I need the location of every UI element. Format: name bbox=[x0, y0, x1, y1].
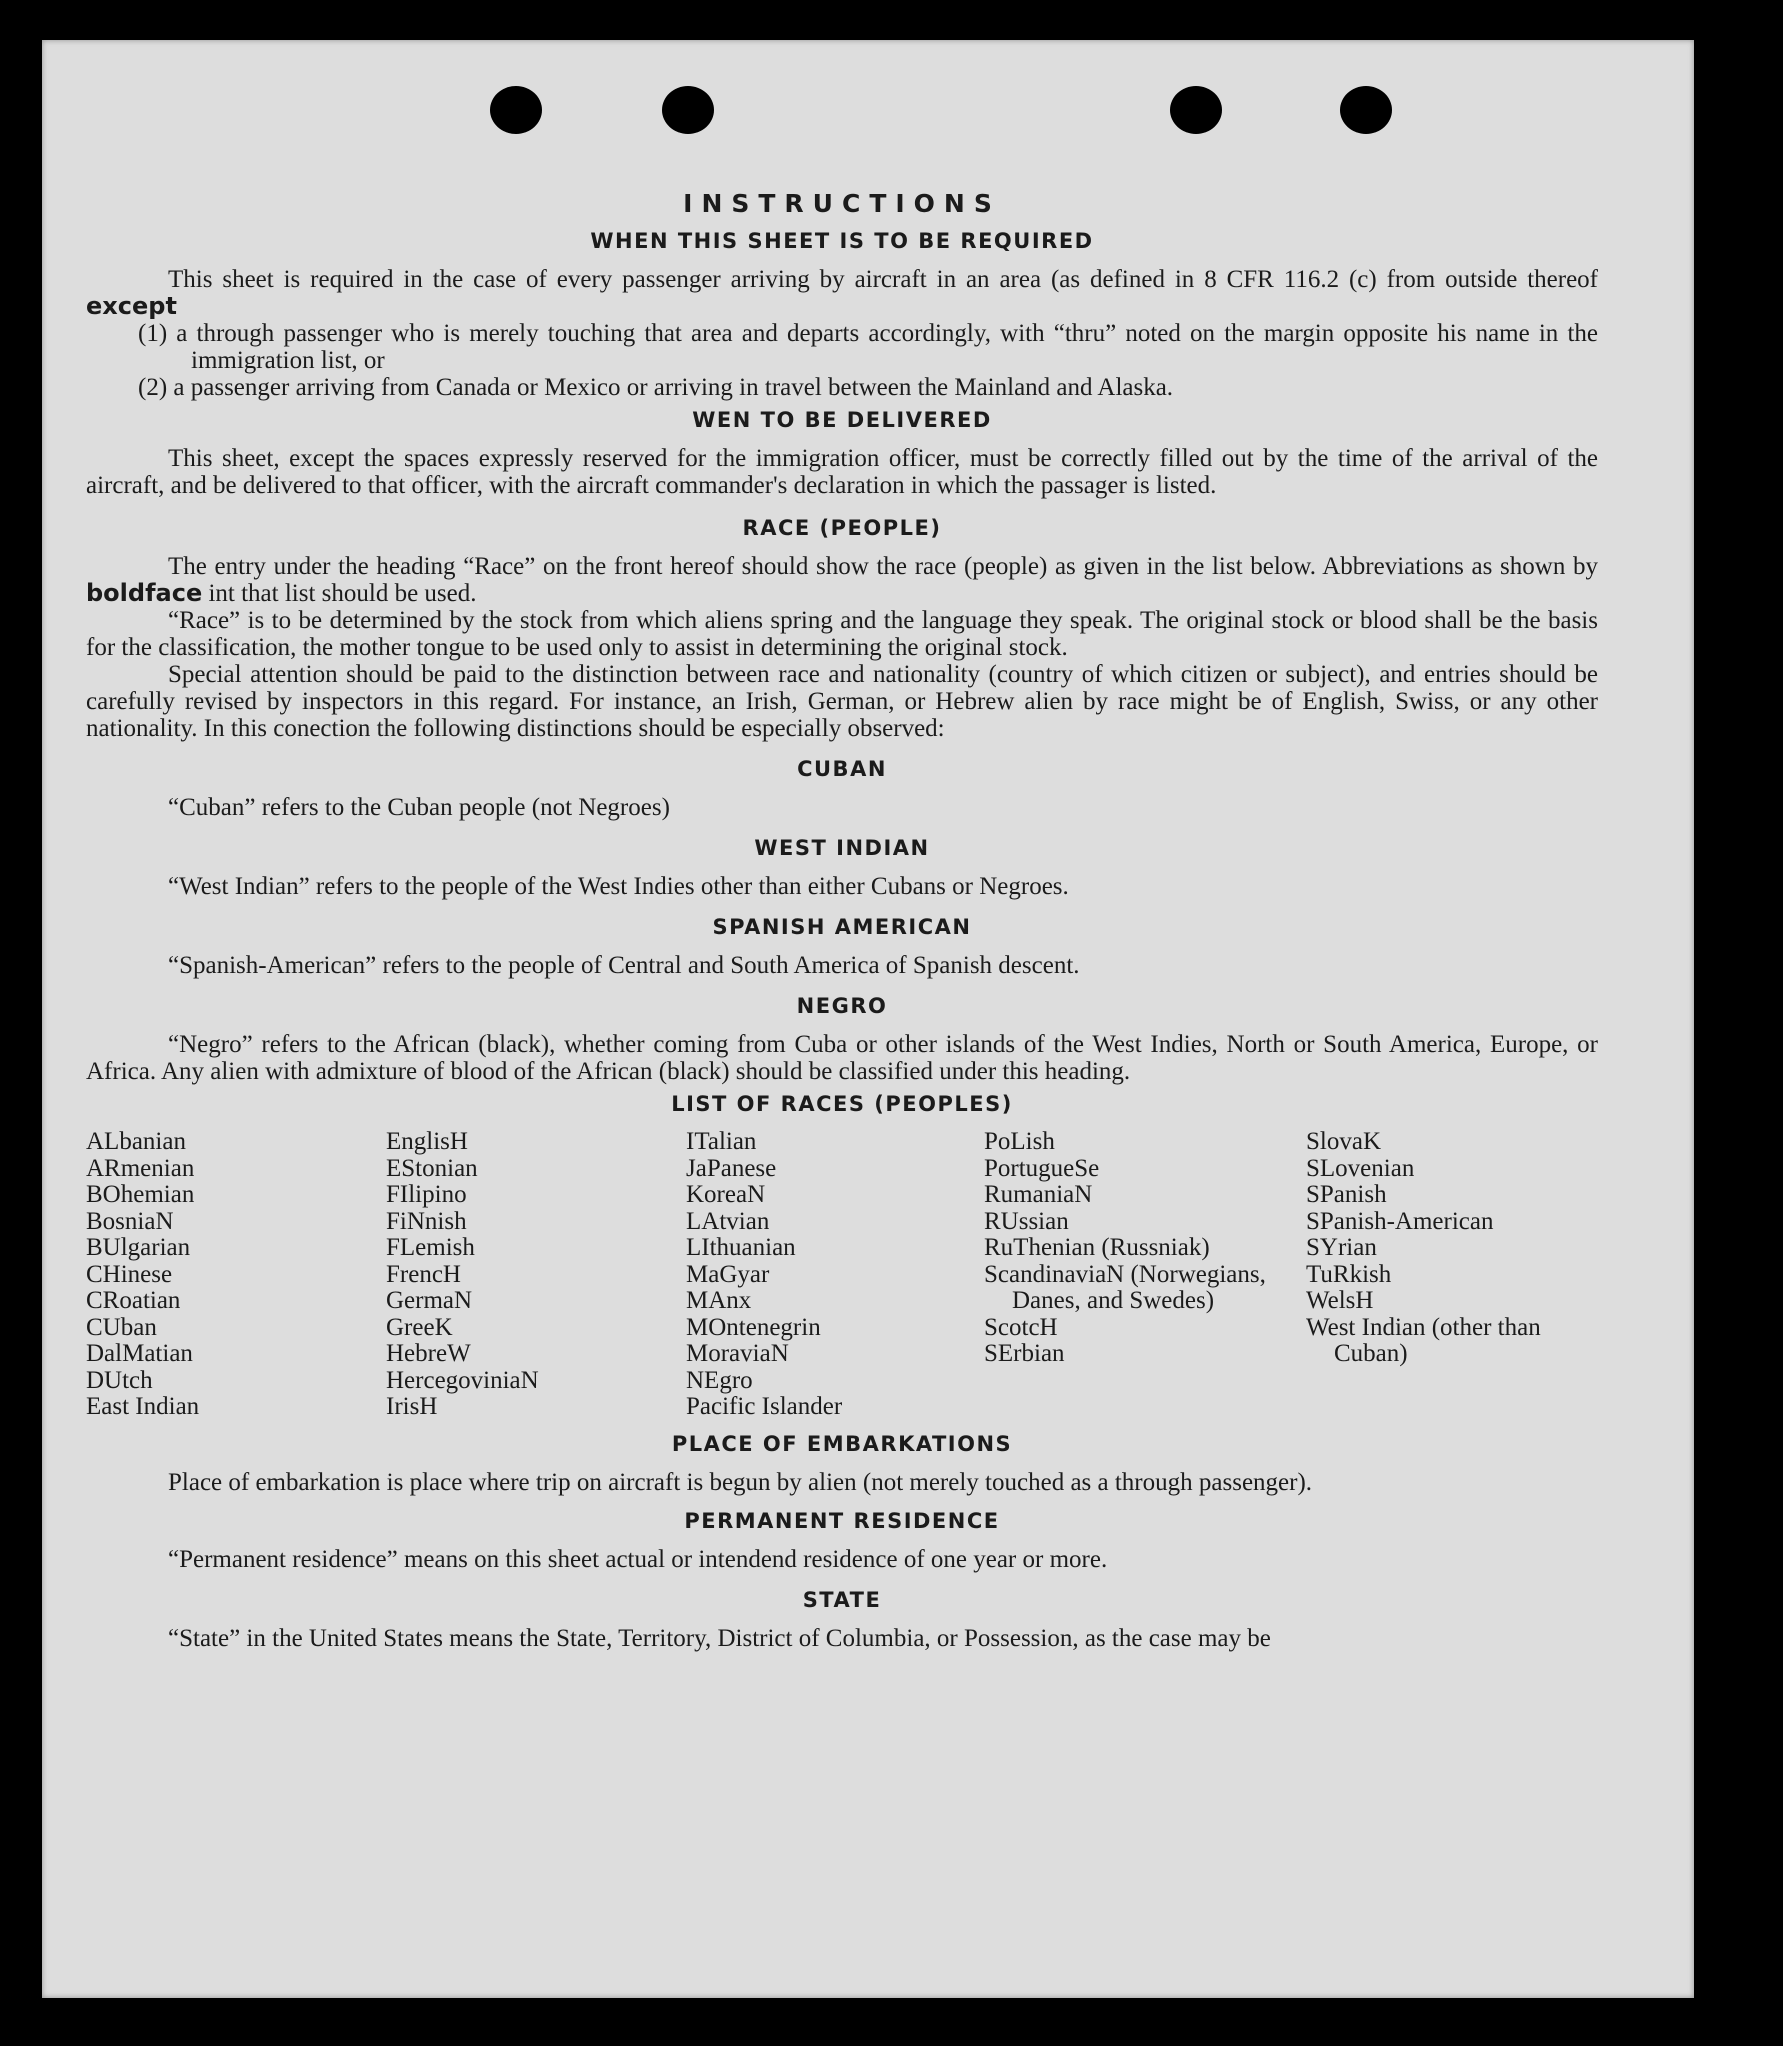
race-entry: SPanish bbox=[1306, 1181, 1387, 1208]
race-entry: NEgro bbox=[686, 1366, 753, 1394]
race-entry: GermaN bbox=[386, 1287, 473, 1314]
race-entry: MOntenegrin bbox=[686, 1313, 821, 1341]
negro-text: “Negro” refers to the African (black), whether coming from Cuba or other islands of the West Indies, North or South America, Europe, or Africa. Any alien with admixture of blood of the African (black) should be classified under this heading. bbox=[86, 1031, 1598, 1085]
race-entry: BOhemian bbox=[86, 1181, 195, 1208]
race-entry: JaPanese bbox=[686, 1154, 777, 1182]
race-paragraph-2: “Race” is to be determined by the stock from which aliens spring and the language they speak. The original stock or blood shall be the basis for the classification, the mother tongue to be used only to assist in determining the original stock. bbox=[86, 607, 1598, 661]
required-intro: This sheet is required in the case of every passenger arriving by aircraft in an area (as defined in 8 CFR 116.2 (c) from outside thereof except bbox=[86, 266, 1598, 320]
race-entry: IrisH bbox=[386, 1393, 438, 1420]
instructions-content bbox=[86, 190, 1598, 1652]
west-indian-text: “West Indian” refers to the people of the West Indies other than either Cubans or Negroes. bbox=[168, 873, 1069, 900]
race-paragraph-1: The entry under the heading “Race” on the front hereof should show the race (people) as given in the list below. Abbreviations as shown by boldface int that list should be used. bbox=[86, 553, 1598, 607]
race-entry: ARmenian bbox=[86, 1154, 195, 1182]
race-entry: CUban bbox=[86, 1313, 157, 1341]
race-entry: LIthuanian bbox=[686, 1234, 796, 1261]
page-title: INSTRUCTIONS bbox=[683, 189, 1001, 218]
race-paragraph-3: Special attention should be paid to the distinction between race and nationality (country of which citizen or subject), and entries should be carefully revised by inspectors in this regard. For instance, an Irish, German, or Hebrew alien by race might be of English, Swiss, or any other nationality. In this conection the following distinctions should be especially observed: bbox=[86, 661, 1598, 742]
race-entry: FiNnish bbox=[386, 1207, 467, 1235]
race-entry: ScandinaviaN (Norwegians, Danes, and Swedes) bbox=[984, 1260, 1266, 1314]
punch-hole bbox=[1170, 86, 1222, 134]
heading-cuban: CUBAN bbox=[797, 757, 887, 781]
heading-place-of-embarkation: PLACE OF EMBARKATIONS bbox=[671, 1431, 1013, 1456]
except-bold: except bbox=[86, 292, 177, 320]
heading-when-delivered: WEN TO BE DELIVERED bbox=[692, 408, 992, 432]
race-column-1 bbox=[86, 1129, 386, 1421]
race-entry: East Indian bbox=[86, 1393, 200, 1420]
race-entry: DalMatian bbox=[86, 1340, 193, 1367]
race-column-4 bbox=[984, 1129, 1306, 1421]
race-entry: FIlipino bbox=[386, 1181, 467, 1208]
required-item-2: (2) a passenger arriving from Canada or Mexico or arriving in travel between the Mainland and Alaska. bbox=[138, 374, 1174, 401]
race-entry: ITalian bbox=[686, 1128, 757, 1155]
heading-race: RACE (PEOPLE) bbox=[742, 516, 942, 540]
race-entry: GreeK bbox=[386, 1313, 453, 1341]
delivered-text: This sheet, except the spaces expressly reserved for the immigration officer, must be correctly filled out by the time of the arrival of the aircraft, and be delivered to that officer, with the aircraft commander's declaration in which the passager is listed. bbox=[86, 445, 1598, 499]
heading-permanent-residence: PERMANENT RESIDENCE bbox=[684, 1508, 1000, 1533]
race-column-3 bbox=[686, 1129, 984, 1421]
race-entry: EnglisH bbox=[386, 1128, 468, 1155]
race-column-2 bbox=[386, 1129, 686, 1421]
race-entry: MAnx bbox=[686, 1287, 752, 1314]
document-sheet bbox=[42, 40, 1694, 1998]
required-item-1: (1) a through passenger who is merely touching that area and departs accordingly, with “thru” noted on the margin opposite his name in the immigration list, or bbox=[138, 320, 1598, 374]
spanish-american-text: “Spanish-American” refers to the people of Central and South America of Spanish descent. bbox=[168, 952, 1080, 979]
race-entry: SYrian bbox=[1306, 1234, 1377, 1261]
race-entry: Pacific Islander bbox=[686, 1393, 843, 1420]
race-entry: SPanish-American bbox=[1306, 1207, 1494, 1235]
heading-negro: NEGRO bbox=[796, 994, 888, 1018]
race-entry: PoLish bbox=[984, 1128, 1055, 1155]
race-entry: BosniaN bbox=[86, 1207, 174, 1235]
race-entry: ScotcH bbox=[984, 1313, 1058, 1341]
punch-hole bbox=[1340, 86, 1392, 134]
race-entry: RuThenian (Russniak) bbox=[984, 1234, 1210, 1261]
heading-when-required: WHEN THIS SHEET IS TO BE REQUIRED bbox=[590, 229, 1094, 253]
race-entry: HebreW bbox=[386, 1340, 471, 1367]
race-entry: RUssian bbox=[984, 1207, 1069, 1235]
race-entry: FrencH bbox=[386, 1260, 461, 1288]
race-entry: SLovenian bbox=[1306, 1154, 1415, 1182]
race-entry: MoraviaN bbox=[686, 1340, 789, 1367]
race-entry: FLemish bbox=[386, 1234, 475, 1261]
race-entry: KoreaN bbox=[686, 1181, 766, 1208]
state-text: “State” in the United States means the State, Territory, District of Columbia, or Possession, as the case may be bbox=[168, 1624, 1271, 1652]
cuban-text: “Cuban” refers to the Cuban people (not Negroes) bbox=[168, 794, 670, 821]
race-column-5 bbox=[1306, 1129, 1566, 1421]
race-entry: MaGyar bbox=[686, 1260, 770, 1288]
race-list bbox=[86, 1129, 1598, 1421]
race-entry: TuRkish bbox=[1306, 1260, 1392, 1288]
residence-text: “Permanent residence” means on this sheet actual or intendend residence of one year or more. bbox=[168, 1545, 1108, 1573]
heading-spanish-american: SPANISH AMERICAN bbox=[712, 915, 972, 939]
race-entry: EStonian bbox=[386, 1154, 478, 1182]
heading-list-of-races: LIST OF RACES (PEOPLES) bbox=[671, 1092, 1013, 1116]
race-entry: CHinese bbox=[86, 1260, 173, 1288]
heading-west-indian: WEST INDIAN bbox=[754, 836, 930, 860]
race-entry: LAtvian bbox=[686, 1207, 770, 1235]
race-entry: CRoatian bbox=[86, 1287, 181, 1314]
race-entry: DUtch bbox=[86, 1366, 153, 1394]
race-entry: West Indian (other than Cuban) bbox=[1306, 1313, 1541, 1367]
punch-hole bbox=[490, 86, 542, 134]
race-entry: PortugueSe bbox=[984, 1154, 1100, 1182]
race-entry: SlovaK bbox=[1306, 1128, 1381, 1155]
boldface-bold: boldface bbox=[86, 579, 203, 607]
race-entry: WelsH bbox=[1306, 1287, 1374, 1314]
race-entry: BUlgarian bbox=[86, 1234, 191, 1261]
race-entry: HercegoviniaN bbox=[386, 1366, 539, 1394]
race-entry: ALbanian bbox=[86, 1128, 186, 1155]
punch-hole bbox=[662, 86, 714, 134]
race-entry: RumaniaN bbox=[984, 1181, 1093, 1208]
embarkation-text: Place of embarkation is place where trip on aircraft is begun by alien (not merely touched as a through passenger). bbox=[168, 1468, 1313, 1496]
race-entry: SErbian bbox=[984, 1340, 1065, 1367]
heading-state: STATE bbox=[802, 1587, 882, 1612]
